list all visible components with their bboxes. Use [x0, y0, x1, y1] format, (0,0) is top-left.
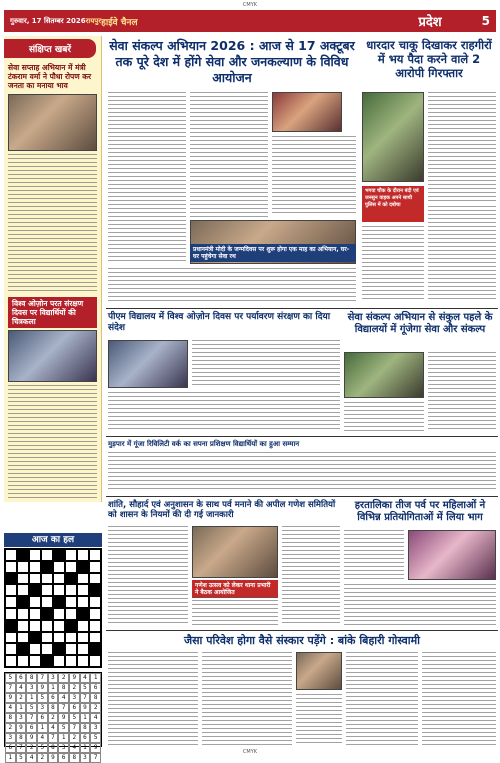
- sudoku-cell: 1: [5, 753, 16, 763]
- sudoku-cell: 1: [90, 673, 101, 683]
- sudoku-cell: 9: [37, 683, 48, 693]
- page-header: [4, 10, 496, 32]
- lead-text-col2: [190, 92, 268, 217]
- shanti-photo-caption: गणेश उत्सव को लेकर थाना प्रभारी ने बैठक आयोजित: [192, 580, 278, 598]
- sudoku-cell: 9: [58, 713, 69, 723]
- cmyk-mark-bottom: CMYK: [242, 749, 258, 755]
- sudoku-cell: 6: [48, 693, 59, 703]
- sudoku-cell: 2: [37, 753, 48, 763]
- teej-text1: [344, 530, 404, 580]
- sudoku-cell: 7: [58, 703, 69, 713]
- sudoku-cell: 6: [80, 733, 91, 743]
- puzzle-header: आज का हल: [4, 533, 102, 547]
- pm-school-headline: पीएम विद्यालय में विश्व ओज़ोन दिवस पर पर्यावरण संरक्षण का दिया संदेश: [108, 312, 331, 333]
- brand-name: हाईवे चैनल: [101, 17, 138, 28]
- sudoku-cell: 4: [37, 733, 48, 743]
- sudoku-cell: 3: [5, 733, 16, 743]
- sudoku-cell: 4: [90, 713, 101, 723]
- sidebar-story1-photo: [8, 94, 97, 151]
- lead-inset-photo: [272, 92, 342, 132]
- sudoku-cell: 7: [48, 733, 59, 743]
- right-photo-caption: भगवा चौक के दौरान बंदी एवं जनसुन वाहक अपने साथी पुलिस में को दबोचा: [362, 186, 424, 222]
- sudoku-cell: 5: [26, 703, 37, 713]
- right-photo: [362, 92, 424, 182]
- right-text-col: [428, 92, 496, 202]
- school-headline: सेवा संकल्प अभियान से संकुल पहले के विद्यालयों में गूंजेगा सेवा और संकल्प: [347, 312, 493, 335]
- sudoku-cell: 4: [48, 723, 59, 733]
- sudoku-cell: 8: [5, 713, 16, 723]
- sudoku-cell: 3: [16, 713, 27, 723]
- sidebar-story2-title: विश्व ओज़ोन परत संरक्षण दिवस पर विद्यार्थियों की चित्रकला: [8, 297, 97, 328]
- sudoku-cell: 6: [90, 683, 101, 693]
- sudoku-cell: 2: [5, 723, 16, 733]
- teej-text2: [344, 584, 496, 626]
- sudoku-cell: 4: [80, 673, 91, 683]
- sudoku-cell: 2: [69, 683, 80, 693]
- sudoku-cell: 4: [5, 703, 16, 713]
- city-name: रायपुर: [85, 16, 102, 25]
- bottom-text1: [108, 652, 198, 746]
- sudoku-cell: 6: [16, 673, 27, 683]
- sudoku-cell: 7: [80, 693, 91, 703]
- teej-photo: [408, 530, 496, 580]
- pm-school-text2: [108, 392, 340, 432]
- sudoku-cell: 3: [58, 743, 69, 753]
- school-text: [428, 352, 496, 432]
- school-text2: [344, 402, 424, 432]
- sudoku-cell: 7: [69, 723, 80, 733]
- shanti-headline: शांति, सौहार्द एवं अनुशासन के साथ पर्व मनाने की अपील गणेश समितियों को शासन के नियमों की दी गई जानकारी: [108, 500, 336, 520]
- sudoku-cell: 2: [69, 733, 80, 743]
- sudoku-cell: 7: [90, 753, 101, 763]
- sudoku-cell: 9: [80, 703, 91, 713]
- sudoku-cell: 7: [5, 683, 16, 693]
- sudoku-cell: 1: [80, 743, 91, 753]
- sudoku-cell: 7: [26, 713, 37, 723]
- sudoku-cell: 9: [90, 743, 101, 753]
- sidebar-story1-text: [8, 154, 97, 294]
- sudoku-cell: 2: [90, 703, 101, 713]
- sudoku-cell: 4: [16, 683, 27, 693]
- sudoku-cell: 8: [26, 673, 37, 683]
- bottom-headline: जैसा परिवेश होगा वैसे संस्कार पड़ेंगे : बांके बिहारी गोस्वामी: [183, 634, 421, 647]
- sudoku-cell: 5: [90, 733, 101, 743]
- right-text-col3: [428, 206, 496, 302]
- bottom-text5: [422, 652, 496, 746]
- sudoku-cell: 3: [48, 673, 59, 683]
- sudoku-cell: 6: [69, 703, 80, 713]
- sudoku-cell: 5: [37, 743, 48, 753]
- sudoku-cell: 8: [80, 723, 91, 733]
- sudoku-cell: 9: [48, 753, 59, 763]
- sudoku-cell: 2: [58, 673, 69, 683]
- sudoku-cell: 3: [37, 703, 48, 713]
- lead-photo-caption: प्रधानमंत्री मोदी के जन्मदिवस पर शुरू होगा एक माह का अभियान, घर-घर पहुंचेगा सेवा रथ: [190, 244, 356, 262]
- bottom-text4: [346, 652, 418, 746]
- sudoku-cell: 6: [5, 743, 16, 753]
- bottom-text2: [202, 652, 292, 746]
- sudoku-cell: 1: [26, 693, 37, 703]
- sudoku-cell: 5: [16, 753, 27, 763]
- sudoku-cell: 4: [58, 693, 69, 703]
- sudoku-cell: 2: [26, 743, 37, 753]
- crossword-grid: [4, 548, 102, 668]
- mudhpar-text: [108, 452, 496, 492]
- sudoku-cell: 1: [37, 723, 48, 733]
- sudoku-cell: 7: [37, 673, 48, 683]
- teej-headline: हरतालिका तीज पर्व पर महिलाओं ने विभिन्न प्रतियोगिताओं में लिया भाग: [354, 500, 486, 523]
- sudoku-cell: 8: [48, 743, 59, 753]
- sudoku-cell: 4: [26, 753, 37, 763]
- sudoku-cell: 9: [16, 723, 27, 733]
- sudoku-cell: 1: [48, 683, 59, 693]
- sudoku-cell: 1: [16, 703, 27, 713]
- sudoku-cell: 3: [90, 723, 101, 733]
- sudoku-cell: 9: [69, 673, 80, 683]
- lead-headline: सेवा संकल्प अभियान 2026 : आज से 17 अक्टूबर तक पूरे देश में होंगे सेवा और जनकल्याण के विविध आयोजन: [109, 38, 355, 85]
- sudoku-cell: 3: [69, 693, 80, 703]
- sudoku-cell: 2: [48, 713, 59, 723]
- sudoku-cell: 5: [69, 713, 80, 723]
- cmyk-mark-top: CMYK: [242, 2, 258, 8]
- sudoku-grid: [4, 672, 102, 761]
- sudoku-cell: 1: [58, 733, 69, 743]
- sudoku-cell: 4: [69, 743, 80, 753]
- pm-school-photo: [108, 340, 188, 388]
- sudoku-cell: 6: [58, 753, 69, 763]
- shanti-photo: [192, 526, 278, 578]
- sudoku-cell: 1: [80, 713, 91, 723]
- sudoku-cell: 8: [90, 693, 101, 703]
- sudoku-cell: 5: [58, 723, 69, 733]
- right-headline: धारदार चाकू दिखाकर राहगीरों में भय पैदा करने वाले 2 आरोपी गिरफ्तार: [366, 38, 492, 80]
- sudoku-cell: 3: [80, 753, 91, 763]
- school-photo: [344, 352, 424, 398]
- sudoku-cell: 5: [5, 673, 16, 683]
- sudoku-cell: 8: [16, 733, 27, 743]
- lead-text-col1: [108, 92, 186, 262]
- bottom-text3: [296, 694, 342, 746]
- bottom-photo: [296, 652, 342, 690]
- pm-school-text1: [192, 340, 340, 388]
- sidebar-story2-photo: [8, 330, 97, 382]
- sidebar-story1-title: सेवा सप्ताह अभियान में मंत्री टंकराम वर्मा ने पौधा रोपण कर जनता का मनाया भाव: [8, 63, 92, 90]
- shanti-text2: [282, 526, 340, 626]
- sudoku-cell: 8: [58, 683, 69, 693]
- sudoku-cell: 8: [48, 703, 59, 713]
- sudoku-cell: 5: [80, 683, 91, 693]
- section-title: प्रदेश: [418, 15, 442, 30]
- lead-text-col3: [272, 136, 356, 216]
- sidebar-header: संक्षिप्त खबरें: [4, 39, 96, 58]
- shanti-text1: [108, 526, 188, 626]
- sudoku-cell: 9: [5, 693, 16, 703]
- page-number: 5: [481, 14, 490, 28]
- shanti-text3: [192, 596, 278, 626]
- sudoku-cell: 6: [26, 723, 37, 733]
- sudoku-cell: 7: [16, 743, 27, 753]
- sudoku-cell: 9: [26, 733, 37, 743]
- sudoku-cell: 6: [37, 713, 48, 723]
- lead-text-bottom: [108, 268, 356, 304]
- sudoku-cell: 3: [26, 683, 37, 693]
- right-text-col2: [362, 226, 424, 302]
- sudoku-cell: 5: [37, 693, 48, 703]
- sudoku-cell: 2: [16, 693, 27, 703]
- sidebar-story2-text: [8, 385, 97, 500]
- sidebar-brief-news: [4, 36, 102, 502]
- mudhpar-headline: मुड़पार में गूंजा रिविलिटी वर्क का सपना प्रशिक्षण विद्यार्थियों का हुआ सम्मान: [108, 440, 300, 448]
- date-line: गुरुवार, 17 सितम्बर 2026: [10, 16, 86, 25]
- sudoku-cell: 8: [69, 753, 80, 763]
